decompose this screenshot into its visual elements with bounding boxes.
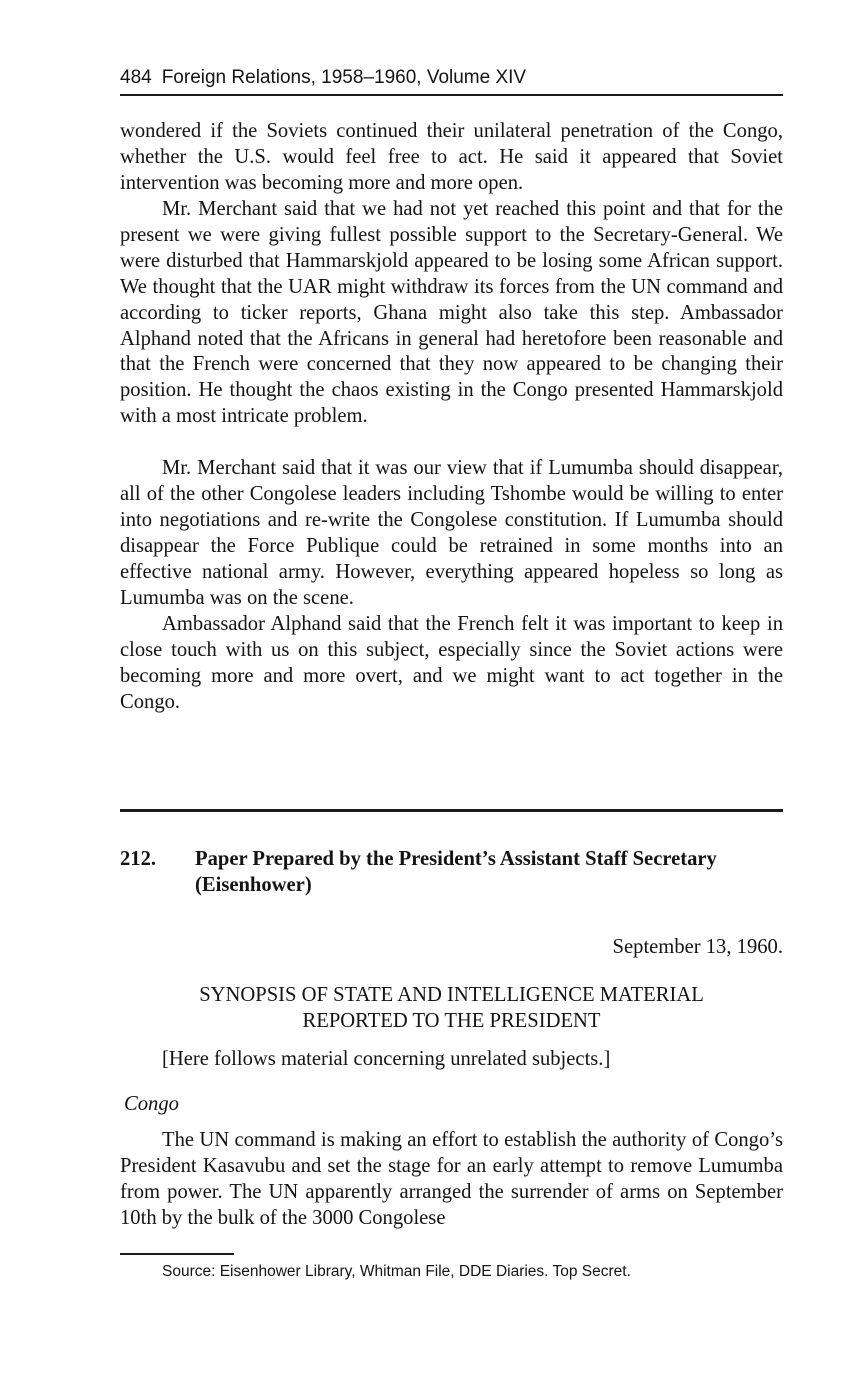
source-footnote: Source: Eisenhower Library, Whitman File, DDE Diaries. Top Secret. — [162, 1263, 631, 1280]
document-number: 212. — [120, 848, 157, 870]
editorial-note: [Here follows material concerning unrelated subjects.] — [162, 1048, 611, 1070]
body-paragraph-merchant-support: Mr. Merchant said that we had not yet reached this point and that for the present we were giving fullest possible support to the Secretary-General. We were disturbed that Hammarskjold appeared to be losing some African support. We thought that the UAR might withdraw its forces from the UN command and according to ticker reports, Ghana might also take this step. Ambassador Alphand noted that the Africans in general had heretofore been reasonable and that the French were concerned that they now appeared to be changing their position. He thought the chaos existing in the Congo presented Hammarskjold with a most intricate problem. — [120, 198, 783, 428]
page-number: 484 — [120, 67, 152, 88]
section-subheading: Congo — [124, 1093, 179, 1115]
footnote-divider — [120, 1253, 234, 1255]
body-paragraph-un-command: The UN command is making an effort to establish the authority of Congo’s President Kasavubu and set the stage for an early attempt to remove Lumumba from power. The UN apparently arranged the surrender of arms on September 10th by the bulk of the 3000 Congolese — [120, 1129, 783, 1229]
body-paragraph-lumumba: Mr. Merchant said that it was our view that if Lumumba should disappear, all of the other Congolese leaders including Tshombe would be willing to enter into negotiations and re-write the Congolese constitution. If Lumumba should disappear the Force Publique could be retrained in some months into an effective national army. However, everything appeared hopeless so long as Lumumba was on the scene. — [120, 457, 783, 609]
document-date: September 13, 1960. — [612, 936, 783, 958]
synopsis-heading-line-2: REPORTED TO THE PRESIDENT — [302, 1010, 601, 1032]
document-page — [120, 0, 783, 1379]
series-title: Foreign Relations, 1958–1960, Volume XIV — [161, 67, 527, 88]
body-paragraph-continued: wondered if the Soviets continued their unilateral penetration of the Congo, whether the U.S. would feel free to act. He said it appeared that Soviet intervention was becoming more and more open. — [120, 120, 783, 194]
section-divider — [120, 809, 783, 812]
running-header — [120, 64, 783, 96]
document-title: Paper Prepared by the President’s Assistant Staff Secretary (Eisenhower) — [195, 848, 717, 896]
body-paragraph-alphand: Ambassador Alphand said that the French felt it was important to keep in close touch with us on this subject, especially since the Soviet actions were becoming more and more overt, and we might want to act together in the Congo. — [120, 613, 783, 713]
synopsis-heading — [120, 982, 783, 1034]
synopsis-heading-line-1: SYNOPSIS OF STATE AND INTELLIGENCE MATERIAL — [199, 984, 704, 1006]
